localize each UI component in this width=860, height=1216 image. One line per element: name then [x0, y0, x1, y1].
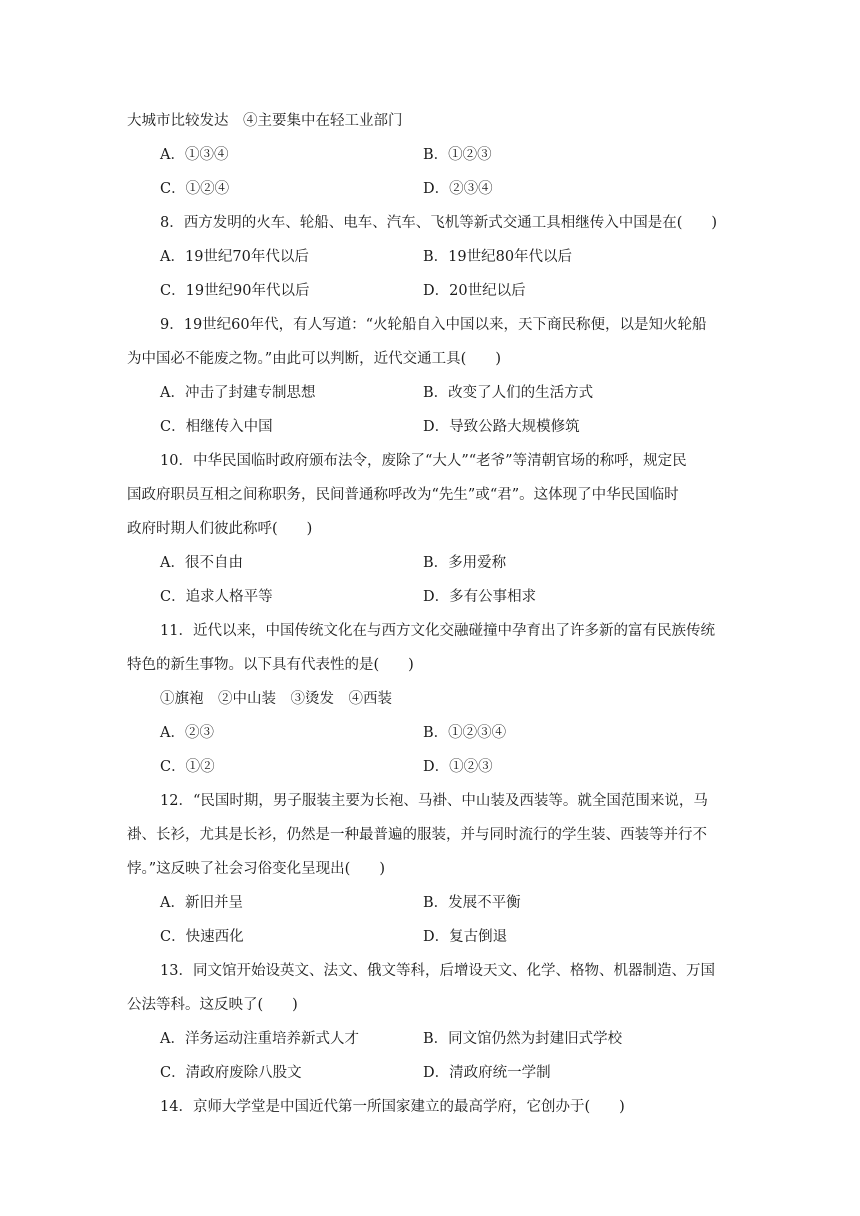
- option-row: [0, 281, 860, 301]
- option-row: [0, 757, 860, 777]
- option-d: D．导致公路大规模修筑: [423, 419, 580, 435]
- option-d: D．②③④: [423, 181, 493, 197]
- option-a: A．洋务运动注重培养新式人才: [160, 1031, 359, 1047]
- option-d: D．20世纪以后: [423, 283, 526, 299]
- option-c: C．①②: [160, 759, 215, 775]
- option-c: C．相继传入中国: [160, 419, 273, 435]
- option-b: B．同文馆仍然为封建旧式学校: [423, 1031, 623, 1047]
- question-12-stem-cont: 悖。”这反映了社会习俗变化呈现出( ): [127, 861, 385, 877]
- option-b: B．①②③④: [423, 725, 507, 741]
- option-row: [0, 587, 860, 607]
- option-b: B．19世纪80年代以后: [423, 249, 573, 265]
- question-10-stem-cont: 国政府职员互相之间称职务，民间普通称呼改为“先生”或“君”。这体现了中华民国临时: [127, 487, 679, 503]
- question-11-stem-cont: 特色的新生事物。以下具有代表性的是( ): [127, 657, 414, 673]
- question-12-stem: 12．“民国时期，男子服装主要为长袍、马褂、中山装及西装等。就全国范围来说，马: [160, 793, 708, 809]
- option-row: [0, 145, 860, 165]
- option-b: B．多用爱称: [423, 555, 507, 571]
- question-8-stem: 8．西方发明的火车、轮船、电车、汽车、飞机等新式交通工具相继传入中国是在( ): [160, 215, 718, 231]
- option-a: A．①③④: [160, 147, 229, 163]
- question-11-stem: 11．近代以来，中国传统文化在与西方文化交融碰撞中孕育出了许多新的富有民族传统: [160, 623, 715, 639]
- option-a: A．新旧并呈: [160, 895, 243, 911]
- option-c: C．追求人格平等: [160, 589, 273, 605]
- option-d: D．清政府统一学制: [423, 1065, 551, 1081]
- option-d: D．①②③: [423, 759, 493, 775]
- option-row: [0, 1063, 860, 1083]
- question-12-stem-cont: 褂、长衫，尤其是长衫，仍然是一种最普遍的服装，并与同时流行的学生装、西装等并行不: [127, 827, 707, 843]
- option-b: B．发展不平衡: [423, 895, 521, 911]
- option-row: [0, 553, 860, 573]
- option-d: D．多有公事相求: [423, 589, 537, 605]
- option-row: [0, 383, 860, 403]
- option-b: B．①②③: [423, 147, 492, 163]
- option-a: A．很不自由: [160, 555, 243, 571]
- option-a: A．②③: [160, 725, 214, 741]
- option-c: C．①②④: [160, 181, 230, 197]
- option-a: A．冲击了封建专制思想: [160, 385, 316, 401]
- question-14-stem: 14．京师大学堂是中国近代第一所国家建立的最高学府，它创办于( ): [160, 1099, 625, 1115]
- option-a: A．19世纪70年代以后: [160, 249, 309, 265]
- question-11-items: ①旗袍 ②中山装 ③烫发 ④西装: [160, 691, 392, 707]
- option-row: [0, 1029, 860, 1049]
- option-row: [0, 417, 860, 437]
- question-7-continuation: 大城市比较发达 ④主要集中在轻工业部门: [127, 113, 403, 129]
- question-10-stem-cont: 政府时期人们彼此称呼( ): [127, 521, 313, 537]
- question-9-stem: 9．19世纪60年代，有人写道：“火轮船自入中国以来，天下商民称便，以是知火轮船: [160, 317, 707, 333]
- question-9-stem-cont: 为中国必不能废之物。”由此可以判断，近代交通工具( ): [127, 351, 501, 367]
- question-10-stem: 10．中华民国临时政府颁布法令，废除了“大人”“老爷”等清朝官场的称呼，规定民: [160, 453, 687, 469]
- option-row: [0, 247, 860, 267]
- question-13-stem-cont: 公法等科。这反映了( ): [127, 997, 298, 1013]
- option-c: C．快速西化: [160, 929, 244, 945]
- option-c: C．清政府废除八股文: [160, 1065, 302, 1081]
- option-d: D．复古倒退: [423, 929, 508, 945]
- option-row: [0, 927, 860, 947]
- option-row: [0, 179, 860, 199]
- question-13-stem: 13．同文馆开始设英文、法文、俄文等科，后增设天文、化学、格物、机器制造、万国: [160, 963, 715, 979]
- option-row: [0, 723, 860, 743]
- option-row: [0, 893, 860, 913]
- option-b: B．改变了人们的生活方式: [423, 385, 594, 401]
- option-c: C．19世纪90年代以后: [160, 283, 310, 299]
